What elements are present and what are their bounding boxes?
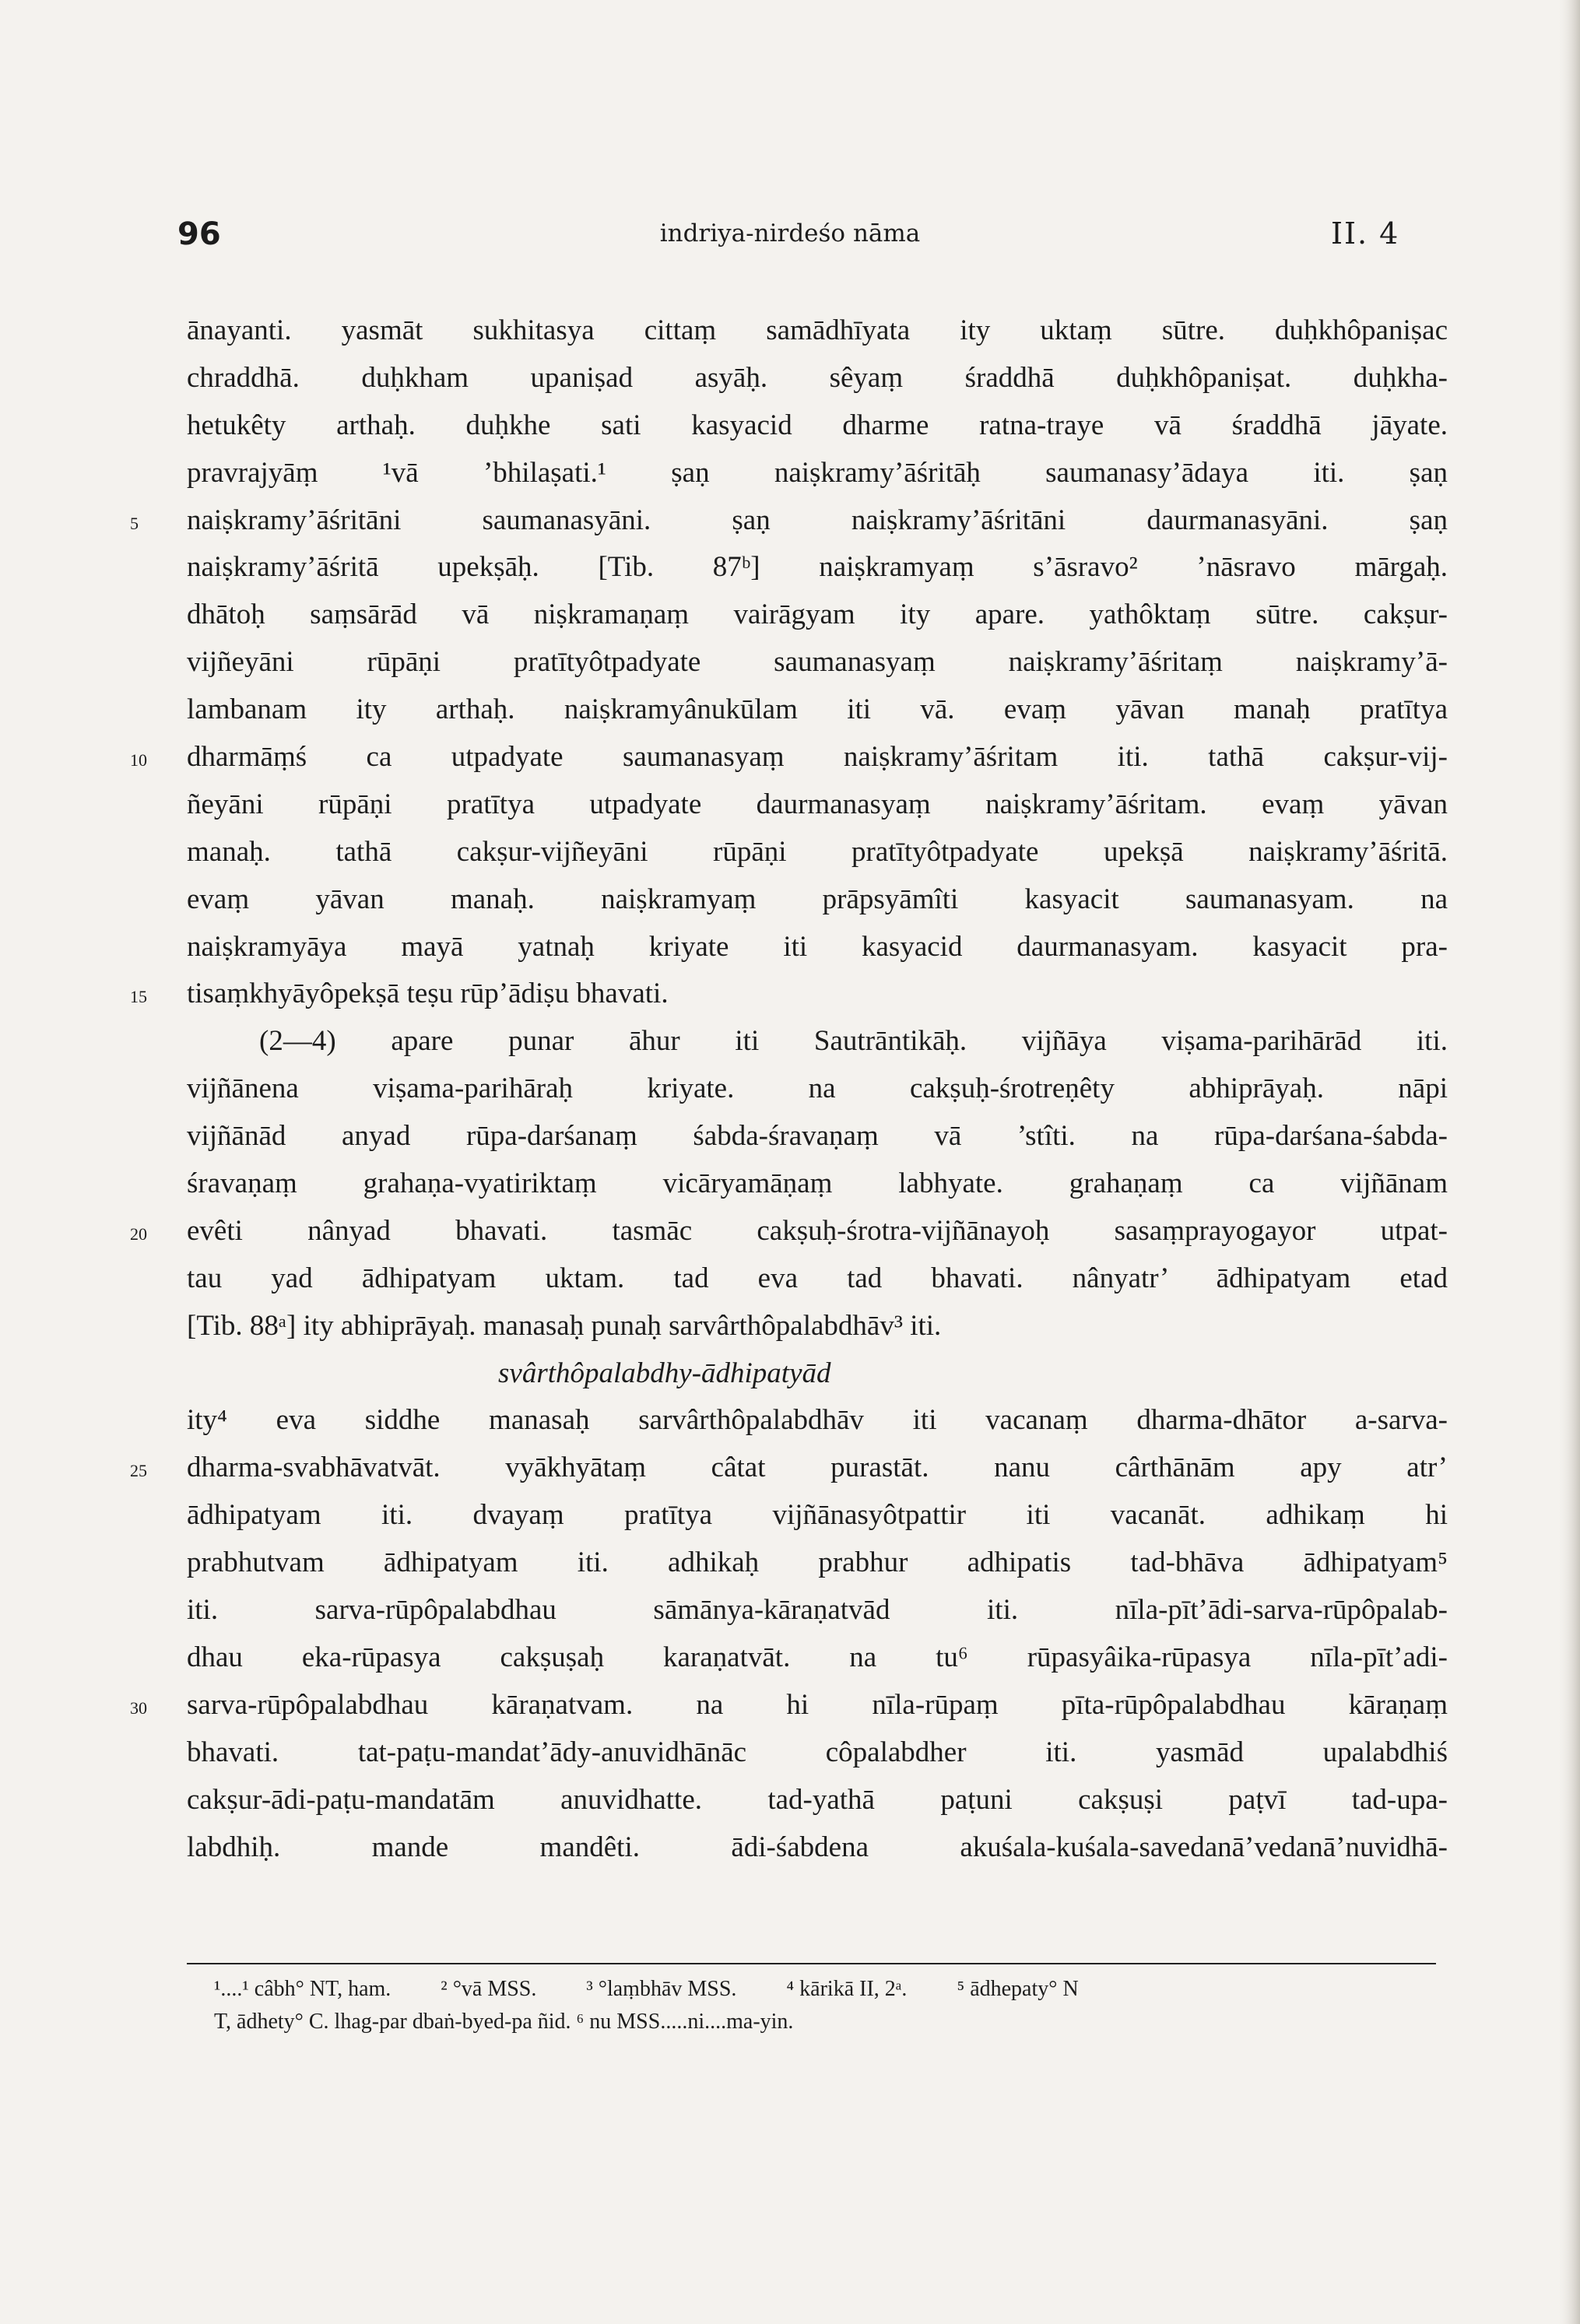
- text-line: ādhipatyam iti. dvayaṃ pratītya vijñānasyôtpattir iti vacanāt. adhikaṃ hi: [187, 1499, 1448, 1532]
- page-number: 96: [177, 216, 221, 252]
- text-line: vijñeyāni rūpāṇi pratītyôtpadyate saumanasyaṃ naiṣkramy’āśritaṃ naiṣkramy’ā-: [187, 646, 1448, 679]
- text-line: ñeyāni rūpāṇi pratītya utpadyate daurmanasyaṃ naiṣkramy’āśritam. evaṃ yāvan: [187, 788, 1448, 820]
- text-line: [Tib. 88ᵃ] ity abhiprāyaḥ. manasaḥ punaḥ sarvârthôpalabdhāv³ iti.: [187, 1309, 942, 1342]
- text-line: ity⁴ eva siddhe manasaḥ sarvârthôpalabdhāv iti vacanaṃ dharma-dhātor a-sarva-: [187, 1404, 1448, 1437]
- text-line: [130, 1208, 1448, 1255]
- text-line: iti. sarva-rūpôpalabdhau sāmānya-kāraṇatvād iti. nīla-pīt’ādi-sarva-rūpôpalab-: [187, 1594, 1448, 1627]
- text-line-content: evêti nânyad bhavati. tasmāc cakṣuḥ-śrotra-vijñānayoḥ sasaṃprayogayor utpat-: [187, 1214, 1448, 1247]
- footnote-rule: [187, 1963, 1436, 1964]
- running-title: indriya-nirdeśo nāma: [659, 219, 921, 247]
- main-text: [130, 307, 1448, 1871]
- text-line: (2—4) apare punar āhur iti Sautrāntikāḥ. vijñāya viṣama-parihārād iti.: [259, 1025, 1448, 1058]
- text-line: [130, 1445, 1448, 1492]
- text-line: naiṣkramyāya mayā yatnaḥ kriyate iti kasyacid daurmanasyam. kasyacit pra-: [187, 930, 1448, 963]
- text-line: dhau eka-rūpasya cakṣuṣaḥ karaṇatvāt. na tu⁶ rūpasyâika-rūpasya nīla-pīt’adi-: [187, 1641, 1448, 1673]
- text-line: [130, 734, 1448, 781]
- footnote-2: ² °vā MSS.: [441, 1977, 537, 2001]
- line-number: 15: [130, 987, 147, 1007]
- text-line-content: dharma-svabhāvatvāt. vyākhyātaṃ câtat purastāt. nanu cârthānām apy atr’: [187, 1452, 1448, 1484]
- text-line: dhātoḥ saṃsārād vā niṣkramaṇaṃ vairāgyam ity apare. yathôktaṃ sūtre. cakṣur-: [187, 599, 1448, 631]
- text-line: manaḥ. tathā cakṣur-vijñeyāni rūpāṇi pratītyôtpadyate upekṣā naiṣkramy’āśritā.: [187, 835, 1448, 868]
- text-line: bhavati. tat-paṭu-mandat’ādy-anuvidhānāc côpalabdher iti. yasmād upalabdhiś: [187, 1736, 1448, 1768]
- section-number: II. 4: [1331, 216, 1400, 251]
- text-line: naiṣkramy’āśritā upekṣāḥ. [Tib. 87ᵇ] naiṣkramyaṃ s’āsravo² ’nāsravo mārgaḥ.: [187, 551, 1448, 584]
- text-line: vijñānād anyad rūpa-darśanaṃ śabda-śravaṇaṃ vā ’stîti. na rūpa-darśana-śabda-: [187, 1120, 1448, 1153]
- text-line: tau yad ādhipatyam uktam. tad eva tad bhavati. nânyatr’ ādhipatyam etad: [187, 1262, 1448, 1294]
- text-line-content: dharmāṃś ca utpadyate saumanasyaṃ naiṣkramy’āśritam iti. tathā cakṣur-vij-: [187, 741, 1448, 774]
- text-line-content: tisaṃkhyāyôpekṣā teṣu rūp’ādiṣu bhavati.: [187, 978, 669, 1010]
- footnote-4: ⁴ kārikā II, 2ᵃ.: [786, 1977, 908, 2001]
- verse-line: svârthôpalabdhy-ādhipatyād: [498, 1357, 831, 1389]
- text-line: lambanam ity arthaḥ. naiṣkramyânukūlam iti vā. evaṃ yāvan manaḥ pratītya: [187, 693, 1448, 726]
- page-header: [0, 216, 1580, 263]
- line-number: 10: [130, 750, 147, 771]
- text-line: labdhiḥ. mande mandêti. ādi-śabdena akuśala-kuśala-savedanā’vedanā’nuvidhā-: [187, 1831, 1448, 1863]
- text-line: chraddhā. duḥkham upaniṣad asyāḥ. sêyaṃ śraddhā duḥkhôpaniṣat. duḥkha-: [187, 361, 1448, 394]
- text-line: [130, 1682, 1448, 1729]
- footnote-1: ¹....¹ câbh° NT, ham.: [214, 1977, 391, 2001]
- text-line: prabhutvam ādhipatyam iti. adhikaḥ prabhur adhipatis tad-bhāva ādhipatyam⁵: [187, 1546, 1448, 1579]
- page-edge-shadow: [1557, 0, 1580, 2324]
- text-line: vijñānena viṣama-parihāraḥ kriyate. na cakṣuḥ-śrotreṇêty abhiprāyaḥ. nāpi: [187, 1072, 1448, 1105]
- line-number: 5: [130, 513, 139, 533]
- text-line: pravrajyāṃ ¹vā ’bhilaṣati.¹ ṣaṇ naiṣkramy’āśritāḥ saumanasy’ādaya iti. ṣaṇ: [187, 456, 1448, 489]
- footnote-continuation: T, ādhety° C. lhag-par dbaṅ-byed-pa ñid. ⁶ nu MSS.....ni....ma-yin.: [214, 2010, 794, 2034]
- line-number: 30: [130, 1697, 147, 1718]
- text-line: hetukêty arthaḥ. duḥkhe sati kasyacid dharme ratna-traye vā śraddhā jāyate.: [187, 409, 1448, 441]
- line-number: 25: [130, 1461, 147, 1481]
- text-line-content: naiṣkramy’āśritāni saumanasyāni. ṣaṇ naiṣkramy’āśritāni daurmanasyāni. ṣaṇ: [187, 504, 1448, 536]
- footnote-3: ³ °laṃbhāv MSS.: [586, 1977, 737, 2001]
- text-line-content: sarva-rūpôpalabdhau kāraṇatvam. na hi nīla-rūpaṃ pīta-rūpôpalabdhau kāraṇaṃ: [187, 1688, 1448, 1721]
- text-line: śravaṇaṃ grahaṇa-vyatiriktaṃ vicāryamāṇaṃ labhyate. grahaṇaṃ ca vijñānam: [187, 1167, 1448, 1200]
- text-line: ānayanti. yasmāt sukhitasya cittaṃ samādhīyata ity uktaṃ sūtre. duḥkhôpaniṣac: [187, 314, 1448, 346]
- footnote-5: ⁵ ādhepaty° N: [957, 1977, 1079, 2001]
- text-line: [130, 971, 1448, 1018]
- text-line: cakṣur-ādi-paṭu-mandatām anuvidhatte. tad-yathā paṭuni cakṣuṣi paṭvī tad-upa-: [187, 1783, 1448, 1816]
- footnote-line: [214, 1977, 1444, 2002]
- line-number: 20: [130, 1223, 147, 1244]
- text-line: evaṃ yāvan manaḥ. naiṣkramyaṃ prāpsyāmîti kasyacit saumanasyam. na: [187, 883, 1448, 915]
- text-line: [130, 497, 1448, 545]
